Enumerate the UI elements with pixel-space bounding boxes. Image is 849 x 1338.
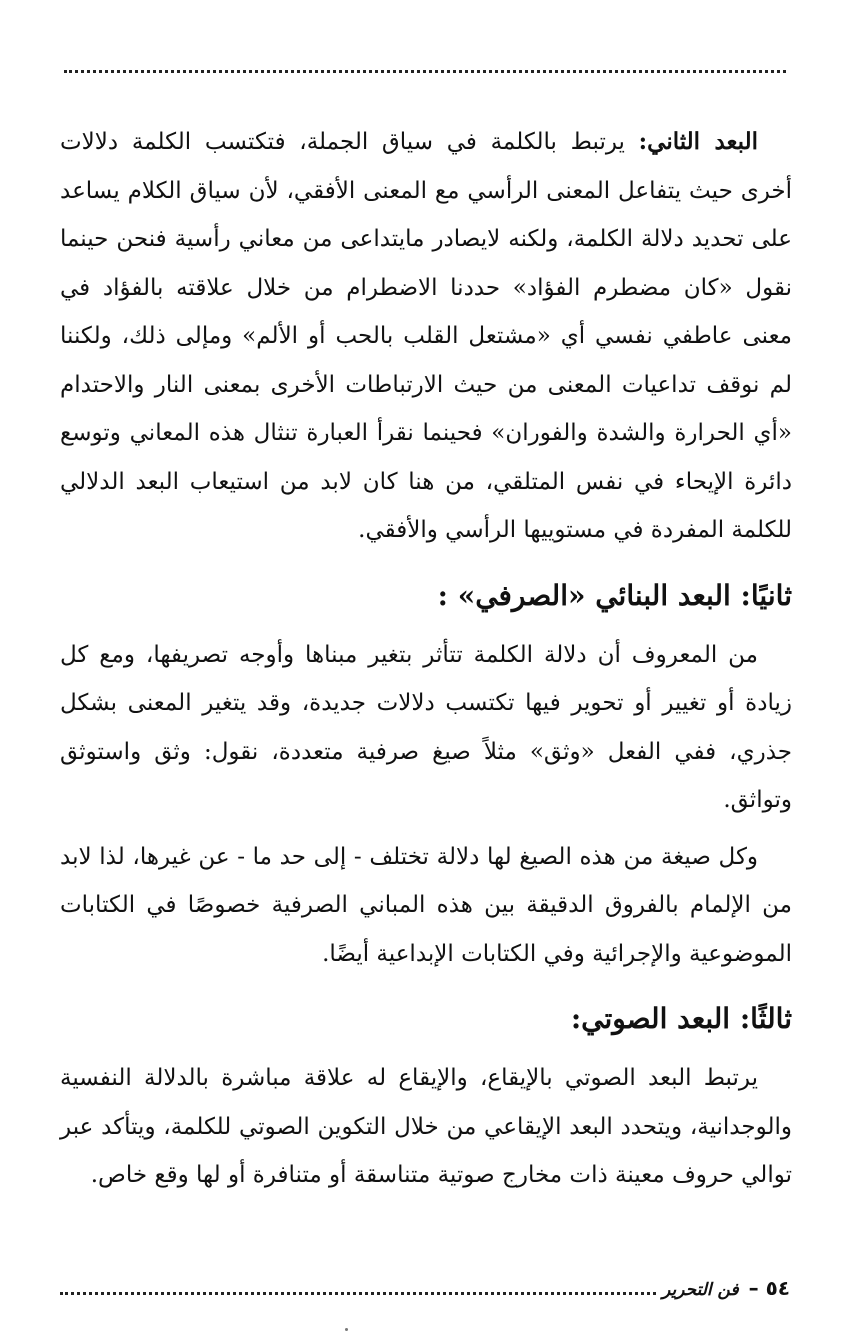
section-heading-phonetic: ثالثًا: البعد الصوتي: (570, 1002, 792, 1035)
paragraph-morphological-1: من المعروف أن دلالة الكلمة تتأثر بتغير مبناها وأوجه تصريفها، ومع كل زيادة أو تغيير أو تحوير فيها تكتسب دلالات جديدة، وقد يتغير المعنى بشكل جذري، ففي الفعل «وثق» مثلاً صيغ صرفية متعددة، نقول: وثق واستوثق وتواثق. (60, 641, 792, 813)
top-dotted-rule (64, 70, 786, 73)
print-speck (345, 1328, 348, 1331)
page-body (60, 118, 792, 1200)
paragraph-phonetic-1: يرتبط البعد الصوتي بالإيقاع، والإيقاع له علاقة مباشرة بالدلالة النفسية والوجدانية، ويتحدد البعد الإيقاعي من خلال التكوين الصوتي للكلمة، ويتأكد عبر توالي حروف معينة ذات مخارج صوتية متناسقة أو متنافرة أو لها وقع خاص. (60, 1065, 792, 1188)
paragraph-text: يرتبط بالكلمة في سياق الجملة، فتكتسب الكلمة دلالات أخرى حيث يتفاعل المعنى الرأسي مع المعنى الأفقي، لأن سياق الكلام يساعد على تحديد دلالة الكلمة، ولكنه لايصادر مايتداعى من معاني رأسية فنحن حينما نقول «كان مضطرم الفؤاد» حددنا الاضطرام من خلال علاقته بالفؤاد في معنى عاطفي نفسي أي «مشتعل القلب بالحب أو الألم» ومإلى ذلك، ولكننا لم نوقف تداعيات المعنى من حيث الارتباطات الأخرى بمعنى النار والاحتدام «أي الحرارة والشدة والفوران» فحينما نقرأ العبارة تنثال هذه المعاني وتوسع دائرة الإيحاء في نفس المتلقي، من هنا كان لابد من استيعاب البعد الدلالي للكلمة المفردة في مستوييها الرأسي والأفقي. (60, 129, 792, 543)
paragraph-semantic-dimension (60, 118, 792, 555)
page-number: ٥٤ – (748, 1276, 790, 1300)
footer-dotted-rule (60, 1292, 656, 1295)
running-book-title: فن التحرير (662, 1280, 739, 1300)
paragraph-lead-term: البعد الثاني: (638, 128, 758, 155)
section-heading-morphological: ثانيًا: البعد البنائي «الصرفي» : (437, 578, 792, 612)
page-footer (60, 1270, 790, 1300)
paragraph-morphological-2: وكل صيغة من هذه الصيغ لها دلالة تختلف - إلى حد ما - عن غيرها، لذا لابد من الإلمام بالفروق الدقيقة بين هذه المباني الصرفية خصوصًا في الكتابات الموضوعية والإجرائية وفي الكتابات الإبداعية أيضًا. (60, 843, 792, 967)
